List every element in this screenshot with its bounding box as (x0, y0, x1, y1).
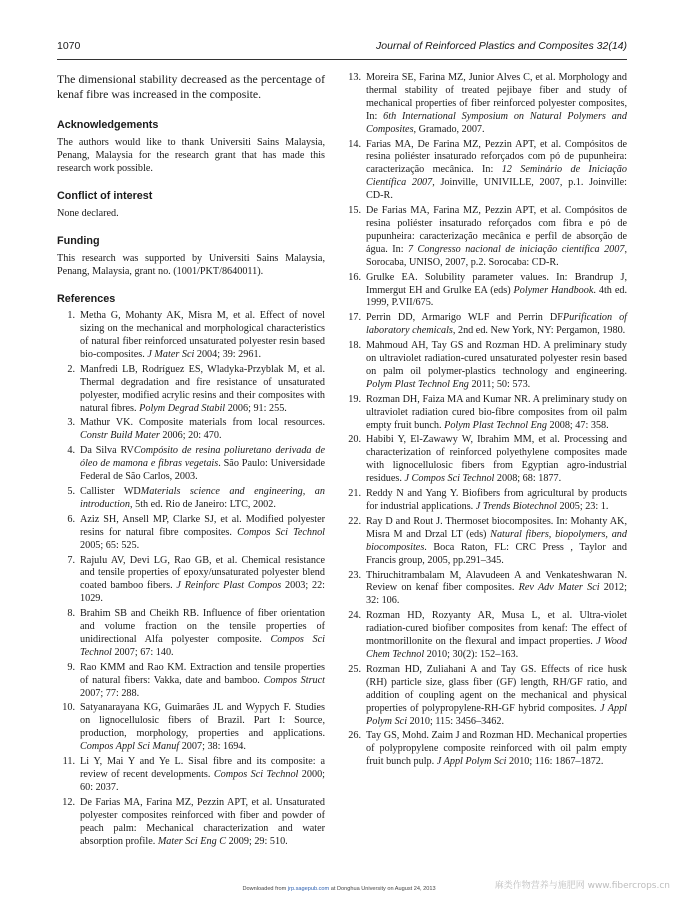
reference-number: 8. (67, 608, 75, 620)
conclusion-paragraph: The dimensional stability decreased as the percentage of kenaf fibre was increased in the composite. (57, 72, 325, 101)
reference-details: 2006; 20: 470. (159, 430, 222, 442)
reference-details: 2007; 38: 1694. (179, 741, 246, 753)
reference-authors: Li Y, Mai Y and Ye L. Sisal fibre and its composite: a review of recent developments. (80, 756, 325, 780)
reference-details: . Boca Raton, FL: CRC Press , Taylor and Francis group, 2005, pp.291–345. (366, 541, 627, 566)
reference-details: 2000; 60: 2037. (80, 769, 326, 793)
reference-source: Materials science and engineering, an introduction (80, 485, 325, 510)
reference-details: 2010; 30(2): 152–163. (424, 648, 519, 660)
reference-source: Polym Plast Technol Eng (366, 378, 469, 390)
reference-details: , Sorocaba, UNISO, 2007, p.2. Sorocaba: CD-R. (366, 243, 627, 268)
page-number: 1070 (57, 40, 81, 52)
reference-text (80, 555, 325, 607)
reference-text (366, 570, 627, 609)
reference-number: 17. (348, 312, 361, 324)
reference-authors: De Farias MA, Farina MZ, Pezzin APT, et al. Compósitos de resina poliéster insaturado reforçados com fibra e pó de pupunheira: caracterização mecânica e perfil de absorção de água. In: (366, 205, 627, 255)
reference-source: Polym Plast Technol Eng (444, 419, 547, 431)
reference-text (366, 516, 627, 568)
reference-authors: Rozman HD, Zuliahani A and Tay GS. Effects of rice husk (RH) particle size, glass fiber (GF) length, RH/GF ratio, and addition of coupling agent on the mechanical and physical properties of polypropylene-RH-GF hybrid composites. (366, 663, 627, 714)
reference-text (366, 394, 627, 433)
reference-text (366, 664, 627, 729)
reference-authors: Aziz SH, Ansell MP, Clarke SJ, et al. Modified polyester resins for natural fibre composites. (80, 513, 325, 538)
reference-item (341, 664, 627, 729)
reference-source: 6th International Symposium on Natural Polymers and Composites (366, 110, 627, 135)
reference-details: 2008; 68: 1877. (494, 473, 562, 485)
reference-text (80, 702, 325, 754)
reference-source: Purification of laboratory chemicals (366, 312, 627, 337)
reference-item (57, 608, 325, 660)
reference-authors: Thiruchitrambalam M, Alavudeen A and Venkateshwaran N. Review on kenaf fiber composites. (366, 569, 627, 594)
journal-title: Journal of Reinforced Plastics and Composites 32(14) (376, 40, 627, 52)
reference-item (341, 610, 627, 662)
reference-item (57, 702, 325, 754)
reference-authors: Brahim SB and Cheikh RB. Influence of fiber orientation and volume fraction on the tensile properties of unidirectional Alfa polyester composite. (80, 608, 325, 645)
reference-number: 24. (348, 610, 361, 622)
reference-source: Rev Adv Mater Sci (518, 582, 600, 594)
reference-list-right (341, 72, 627, 769)
reference-details: 2006; 91: 255. (225, 402, 287, 414)
reference-source: Compos Struct (263, 674, 325, 686)
reference-list-left (57, 310, 325, 848)
references-heading: References (57, 293, 116, 306)
reference-text (366, 312, 627, 338)
reference-item (341, 570, 627, 609)
reference-text (366, 610, 627, 662)
reference-item (57, 756, 325, 795)
reference-source: 7 Congresso nacional de iniciação científica 2007 (408, 243, 625, 255)
reference-item (57, 514, 325, 553)
reference-number: 14. (348, 138, 361, 150)
reference-source: J Appl Polym Sci (366, 702, 627, 727)
reference-authors: Rao KMM and Rao KM. Extraction and tensile properties of natural fibers: Vakka, date and bamboo. (80, 661, 325, 686)
reference-source: Compos Appl Sci Manuf (80, 741, 180, 753)
reference-number: 16. (348, 271, 361, 283)
reference-details: 2004; 39: 2961. (194, 348, 262, 360)
reference-authors: Reddy N and Yang Y. Biofibers from agricultural by products for industrial applications. (366, 488, 627, 512)
reference-source: J Appl Polym Sci (436, 756, 507, 768)
reference-source: Natural fibers, biopolymers, and biocomposites (366, 528, 627, 553)
reference-authors: Habibi Y, El-Zawawy W, Ibrahim MM, et al. Processing and characterization of reinforced polyethylene composites made with lignocellulosic fibers from Egyptian agro-industrial residues. (366, 434, 627, 485)
reference-number: 9. (67, 661, 75, 673)
reference-number: 26. (348, 730, 361, 742)
reference-text (80, 310, 325, 362)
reference-source: Constr Build Mater (80, 430, 160, 442)
reference-source: Polymer Handbook (513, 284, 594, 296)
reference-text (80, 417, 325, 443)
reference-details: 2005; 23: 1. (556, 501, 609, 512)
reference-text (366, 730, 627, 769)
reference-details: 2009; 29: 510. (226, 835, 288, 847)
reference-authors: Rajulu AV, Devi LG, Rao GB, et al. Chemical resistance and tensile properties of epoxy/unsaturated polyester blend coated bamboo fibers. (80, 554, 325, 592)
reference-item (341, 139, 627, 204)
reference-number: 11. (62, 756, 75, 768)
reference-text (366, 72, 627, 137)
reference-source: J Wood Chem Technol (366, 636, 627, 660)
reference-item (341, 72, 627, 137)
reference-source: J Mater Sci (147, 348, 195, 360)
footer-prefix: Downloaded from (242, 886, 288, 892)
reference-item (57, 364, 325, 416)
reference-item (341, 434, 627, 486)
reference-details: 2010; 116: 1867–1872. (506, 756, 604, 768)
reference-authors: Tay GS, Mohd. Zaim J and Rozman HD. Mechanical properties of polypropylene composite reinforced with oil palm empty fruit bunch pulp. (366, 730, 627, 768)
reference-number: 25. (348, 663, 361, 675)
reference-text (366, 272, 627, 311)
reference-details: , 2nd ed. New York, NY: Pergamon, 1980. (452, 325, 626, 337)
reference-details: , Joinville, UNIVILLE, 2007, p.1. Joinville: CD-R. (366, 177, 627, 202)
reference-item (341, 488, 627, 514)
footer-link[interactable]: jrp.sagepub.com (287, 886, 330, 892)
reference-item (341, 205, 627, 270)
reference-number: 13. (348, 72, 361, 83)
reference-details: 2005; 65: 525. (80, 539, 140, 551)
reference-number: 21. (348, 488, 361, 500)
watermark: 麻类作物营养与施肥网 www.fibercrops.cn (494, 881, 670, 891)
funding-text: This research was supported by Universiti Sains Malaysia, Penang, Malaysia, grant no. (1001/PKT/8640011). (57, 253, 325, 278)
conflict-heading: Conflict of interest (57, 190, 153, 203)
reference-number: 22. (348, 515, 361, 527)
footer-suffix: at Donghua University on August 24, 2013 (329, 886, 436, 892)
reference-source: Polym Degrad Stabil (139, 402, 226, 414)
reference-number: 5. (67, 485, 75, 497)
reference-authors: Rozman DH, Faiza MA and Kumar NR. A preliminary study on ultraviolet radiation cured bio-fibre composites from oil palm empty fruit bunch. (366, 393, 627, 431)
reference-details: 2011; 50: 573. (468, 378, 531, 390)
reference-text (80, 445, 325, 484)
reference-text (366, 205, 627, 270)
reference-text (80, 364, 325, 416)
reference-number: 3. (67, 417, 75, 429)
reference-item (57, 445, 325, 484)
reference-source: J Reinforc Plast Compos (176, 580, 282, 592)
reference-item (57, 417, 325, 443)
reference-item (341, 312, 627, 338)
header-rule (57, 59, 627, 60)
reference-source: Mater Sci Eng C (157, 835, 227, 847)
reference-authors: Mahmoud AH, Tay GS and Rozman HD. A preliminary study on ultraviolet radiation-cured unsaturated polyester resin based on palm oil polymer-plastics technology and engineering. (366, 340, 627, 377)
reference-text (366, 488, 627, 514)
reference-details: 2012; 32: 106. (366, 582, 627, 607)
reference-authors: Rozman HD, Rozyanty AR, Musa L, et al. Ultra-violet radiation-cured biofiber composites from kenaf: The effect of montmorillonite on the flexural and impact properties. (366, 610, 627, 648)
reference-number: 23. (348, 569, 361, 581)
reference-item (341, 516, 627, 568)
left-column (57, 72, 325, 850)
reference-number: 12. (62, 796, 75, 808)
reference-text (366, 340, 627, 392)
reference-text (80, 756, 325, 795)
reference-text (80, 486, 325, 512)
reference-number: 15. (348, 205, 361, 217)
reference-source: 12 Seminário de Iniciação Científica 2007 (366, 164, 627, 189)
reference-source: J Compos Sci Technol (404, 473, 495, 485)
reference-number: 10. (62, 702, 75, 714)
reference-details: , Gramado, 2007. (413, 123, 485, 135)
reference-details: , 5th ed. Rio de Janeiro: LTC, 2002. (130, 498, 276, 510)
reference-source: Compósito de resina poliuretano derivada de óleo de mamona e fibras vegetais (80, 445, 325, 470)
reference-details: . 4th ed. 1999, P.VII/675. (366, 284, 627, 309)
reference-number: 18. (348, 340, 361, 352)
reference-number: 7. (67, 554, 75, 566)
reference-text (80, 662, 325, 701)
reference-text (80, 797, 325, 849)
right-column (341, 72, 627, 771)
reference-authors: De Farias MA, Farina MZ, Pezzin APT, et al. Unsaturated polyester composites reinforced with fiber and powder of peach palm: Mechanical characterization and water absorption profile. (80, 796, 325, 847)
reference-item (57, 662, 325, 701)
running-header (57, 40, 627, 58)
reference-details: 2003; 22: 1029. (80, 580, 326, 605)
reference-source: J Trends Biotechnol (475, 501, 557, 512)
reference-item (341, 340, 627, 392)
reference-details: . São Paulo: Universidade Federal de São Carlos, 2003. (80, 458, 325, 483)
reference-number: 6. (67, 513, 75, 525)
reference-item (57, 310, 325, 362)
acknowledgements-heading: Acknowledgements (57, 119, 159, 132)
reference-authors: Perrin DD, Armarigo WLF and Perrin DF (366, 312, 563, 324)
reference-authors: Da Silva RV (80, 445, 134, 457)
reference-authors: Satyanarayana KG, Guimarães JL and Wypych F. Studies on lignocellulosic fibers of Brazil. Part I: Source, production, morphology, properties and applications. (80, 702, 325, 740)
reference-item (341, 394, 627, 433)
reference-number: 2. (67, 363, 75, 375)
reference-details: 2007; 77: 288. (80, 687, 140, 699)
reference-text (366, 139, 627, 204)
reference-details: 2007; 67: 140. (111, 646, 174, 658)
reference-item (57, 797, 325, 849)
reference-authors: Callister WD (80, 485, 141, 497)
reference-item (57, 486, 325, 512)
reference-number: 1. (67, 310, 75, 322)
reference-authors: Ray D and Rout J. Thermoset biocomposites. In: Mohanty AK, Misra M and Drzal LT (eds) (366, 515, 627, 540)
reference-authors: Metha G, Mohanty AK, Misra M, et al. Effect of novel sizing on the mechanical and morphological characteristics of natural fiber reinforced unsaturated polyester resin based bio-composites. (80, 310, 325, 360)
reference-authors: Mathur VK. Composite materials from local resources. (80, 417, 325, 429)
reference-source: Compos Sci Technol (237, 526, 325, 538)
reference-number: 4. (67, 445, 75, 457)
reference-details: 2010; 115: 3456–3462. (407, 715, 505, 727)
funding-heading: Funding (57, 235, 100, 248)
reference-text (80, 514, 325, 553)
reference-number: 20. (348, 434, 361, 446)
reference-source: Compos Sci Technol (213, 769, 299, 780)
reference-number: 19. (348, 393, 361, 405)
reference-details: 2008; 47: 358. (547, 419, 609, 431)
acknowledgements-text: The authors would like to thank Universiti Sains Malaysia, Penang, Malaysia for the research grant that has made this research work possible. (57, 137, 325, 175)
reference-item (57, 555, 325, 607)
reference-authors: Moreira SE, Farina MZ, Junior Alves C, et al. Morphology and thermal stability of treated pejibaye fiber and study of mechanical properties of fiber reinforced polyester composites, In: (366, 72, 627, 122)
reference-text (366, 434, 627, 486)
reference-source: Compos Sci Technol (80, 633, 325, 658)
reference-authors: Grulke EA. Solubility parameter values. In: Brandrup J, Immergut EH and Grulke EA (eds) (366, 271, 627, 296)
conflict-text: None declared. (57, 208, 119, 220)
reference-authors: Manfredi LB, Rodríguez ES, Wladyka-Przyblak M, et al. Thermal degradation and fire resistance of unsaturated polyester, modified acrylic resins and their composites with natural fibres. (80, 363, 325, 414)
reference-text (80, 608, 325, 660)
reference-item (341, 272, 627, 311)
reference-item (341, 730, 627, 769)
reference-authors: Farias MA, De Farina MZ, Pezzin APT, et al. Compósitos de resina poliéster insaturado reforçados com pó de pupunheira: caracterização mecânica. In: (366, 138, 627, 176)
